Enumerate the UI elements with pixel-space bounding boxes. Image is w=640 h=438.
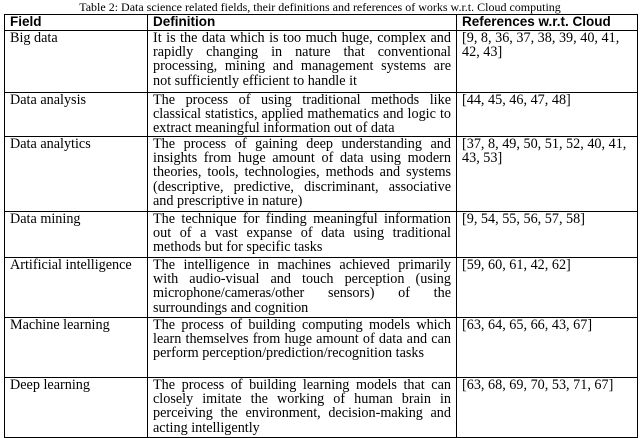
table-caption: Table 2: Data science related fields, their definitions and references of works w.r.t. Cloud computing	[79, 0, 561, 14]
table-row	[5, 318, 638, 378]
field-cell: Deep learning	[5, 378, 148, 438]
references-cell: [37, 8, 49, 50, 51, 52, 40, 41, 43, 53]	[457, 137, 638, 212]
references-cell: [59, 60, 61, 42, 62]	[457, 258, 638, 318]
field-cell: Data analysis	[5, 93, 148, 137]
table-row	[5, 137, 638, 212]
data-science-fields-table	[4, 14, 638, 438]
table-row	[5, 212, 638, 258]
definition-cell: It is the data which is too much huge, complex and rapidly changing in nature that conventional processing, mining and management systems are not sufficiently efficient to handle it	[148, 31, 457, 93]
definition-cell: The process of using traditional methods like classical statistics, applied mathematics and logic to extract meaningful information out of data	[148, 93, 457, 137]
references-cell: [63, 64, 65, 66, 43, 67]	[457, 318, 638, 378]
references-cell: [9, 54, 55, 56, 57, 58]	[457, 212, 638, 258]
definition-cell: The process of gaining deep understanding and insights from huge amount of data using modern theories, tools, technologies, methods and systems (descriptive, predictive, discriminant, associative and prescriptive in nature)	[148, 137, 457, 212]
references-cell: [44, 45, 46, 47, 48]	[457, 93, 638, 137]
table-row	[5, 31, 638, 93]
table-row	[5, 258, 638, 318]
field-cell: Artificial intelligence	[5, 258, 148, 318]
definition-cell: The process of building computing models which learn themselves from huge amount of data and can perform perception/prediction/recognition tasks	[148, 318, 457, 378]
definition-cell: The process of building learning models that can closely imitate the working of human brain in perceiving the environment, decision-making and acting intelligently	[148, 378, 457, 438]
references-cell: [63, 68, 69, 70, 53, 71, 67]	[457, 378, 638, 438]
field-cell: Data analytics	[5, 137, 148, 212]
table-header-row	[5, 15, 638, 31]
definition-cell: The intelligence in machines achieved primarily with audio-visual and touch perception (using microphone/cameras/other sensors) of the surroundings and cognition	[148, 258, 457, 318]
table-row	[5, 378, 638, 438]
field-cell: Machine learning	[5, 318, 148, 378]
definition-cell: The technique for finding meaningful information out of a vast expanse of data using traditional methods but for specific tasks	[148, 212, 457, 258]
references-cell: [9, 8, 36, 37, 38, 39, 40, 41, 42, 43]	[457, 31, 638, 93]
header-definition: Definition	[148, 15, 457, 31]
header-references: References w.r.t. Cloud	[457, 15, 638, 31]
header-field: Field	[5, 15, 148, 31]
field-cell: Data mining	[5, 212, 148, 258]
field-cell: Big data	[5, 31, 148, 93]
table-row	[5, 93, 638, 137]
